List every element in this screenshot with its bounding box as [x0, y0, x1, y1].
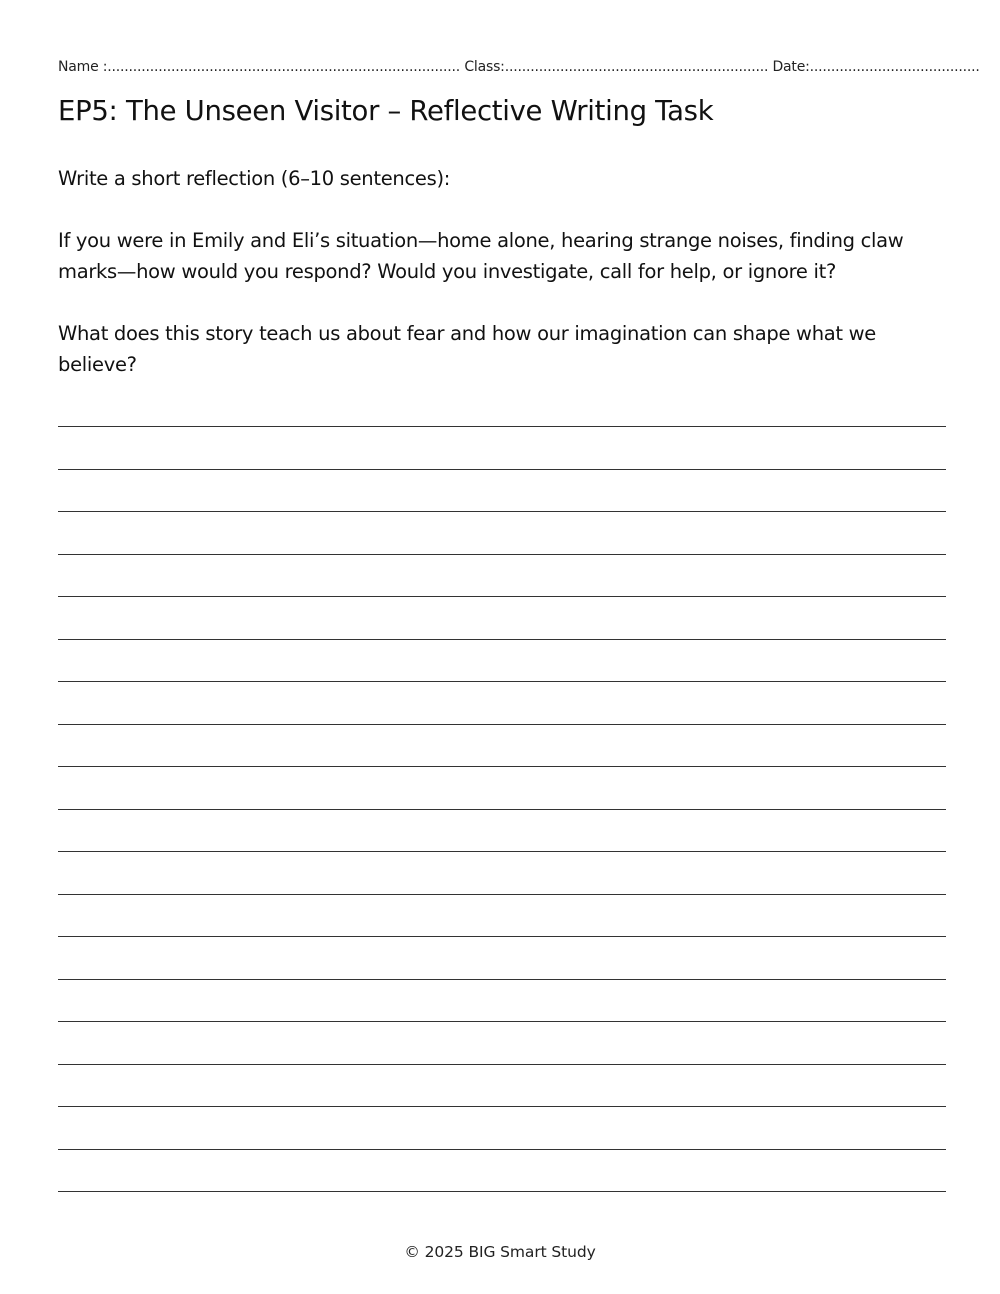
writing-line[interactable]	[58, 1191, 946, 1192]
writing-line[interactable]	[58, 554, 946, 555]
student-info-header	[58, 59, 980, 75]
writing-line[interactable]	[58, 936, 946, 937]
writing-line[interactable]	[58, 1149, 946, 1150]
class-label: Class:	[464, 59, 505, 75]
date-field[interactable]: ........................................	[809, 59, 980, 75]
name-label: Name :	[58, 59, 108, 75]
class-field[interactable]: ..............................................................	[504, 59, 769, 75]
writing-line[interactable]	[58, 511, 946, 512]
instruction-question-2: What does this story teach us about fear and how our imagination can shape what we believe?	[58, 322, 877, 376]
writing-line[interactable]	[58, 979, 946, 980]
writing-line[interactable]	[58, 469, 946, 470]
writing-line[interactable]	[58, 426, 946, 427]
writing-line[interactable]	[58, 766, 946, 767]
page-title: EP5: The Unseen Visitor – Reflective Writing Task	[58, 95, 714, 127]
instruction-question-1: If you were in Emily and Eli’s situation—home alone, hearing strange noises, finding claw marks—how would you respond? Would you investigate, call for help, or ignore it?	[58, 229, 904, 283]
writing-line[interactable]	[58, 851, 946, 852]
writing-line[interactable]	[58, 681, 946, 682]
instruction-intro: Write a short reflection (6–10 sentences):	[58, 167, 451, 190]
writing-line[interactable]	[58, 1021, 946, 1022]
writing-line[interactable]	[58, 596, 946, 597]
date-label: Date:	[772, 59, 810, 75]
copyright-footer: © 2025 BIG Smart Study	[404, 1243, 596, 1261]
writing-line[interactable]	[58, 894, 946, 895]
name-field[interactable]: ...................................................................................	[107, 59, 461, 75]
writing-line[interactable]	[58, 724, 946, 725]
writing-line[interactable]	[58, 639, 946, 640]
writing-line[interactable]	[58, 1106, 946, 1107]
writing-line[interactable]	[58, 809, 946, 810]
writing-line[interactable]	[58, 1064, 946, 1065]
